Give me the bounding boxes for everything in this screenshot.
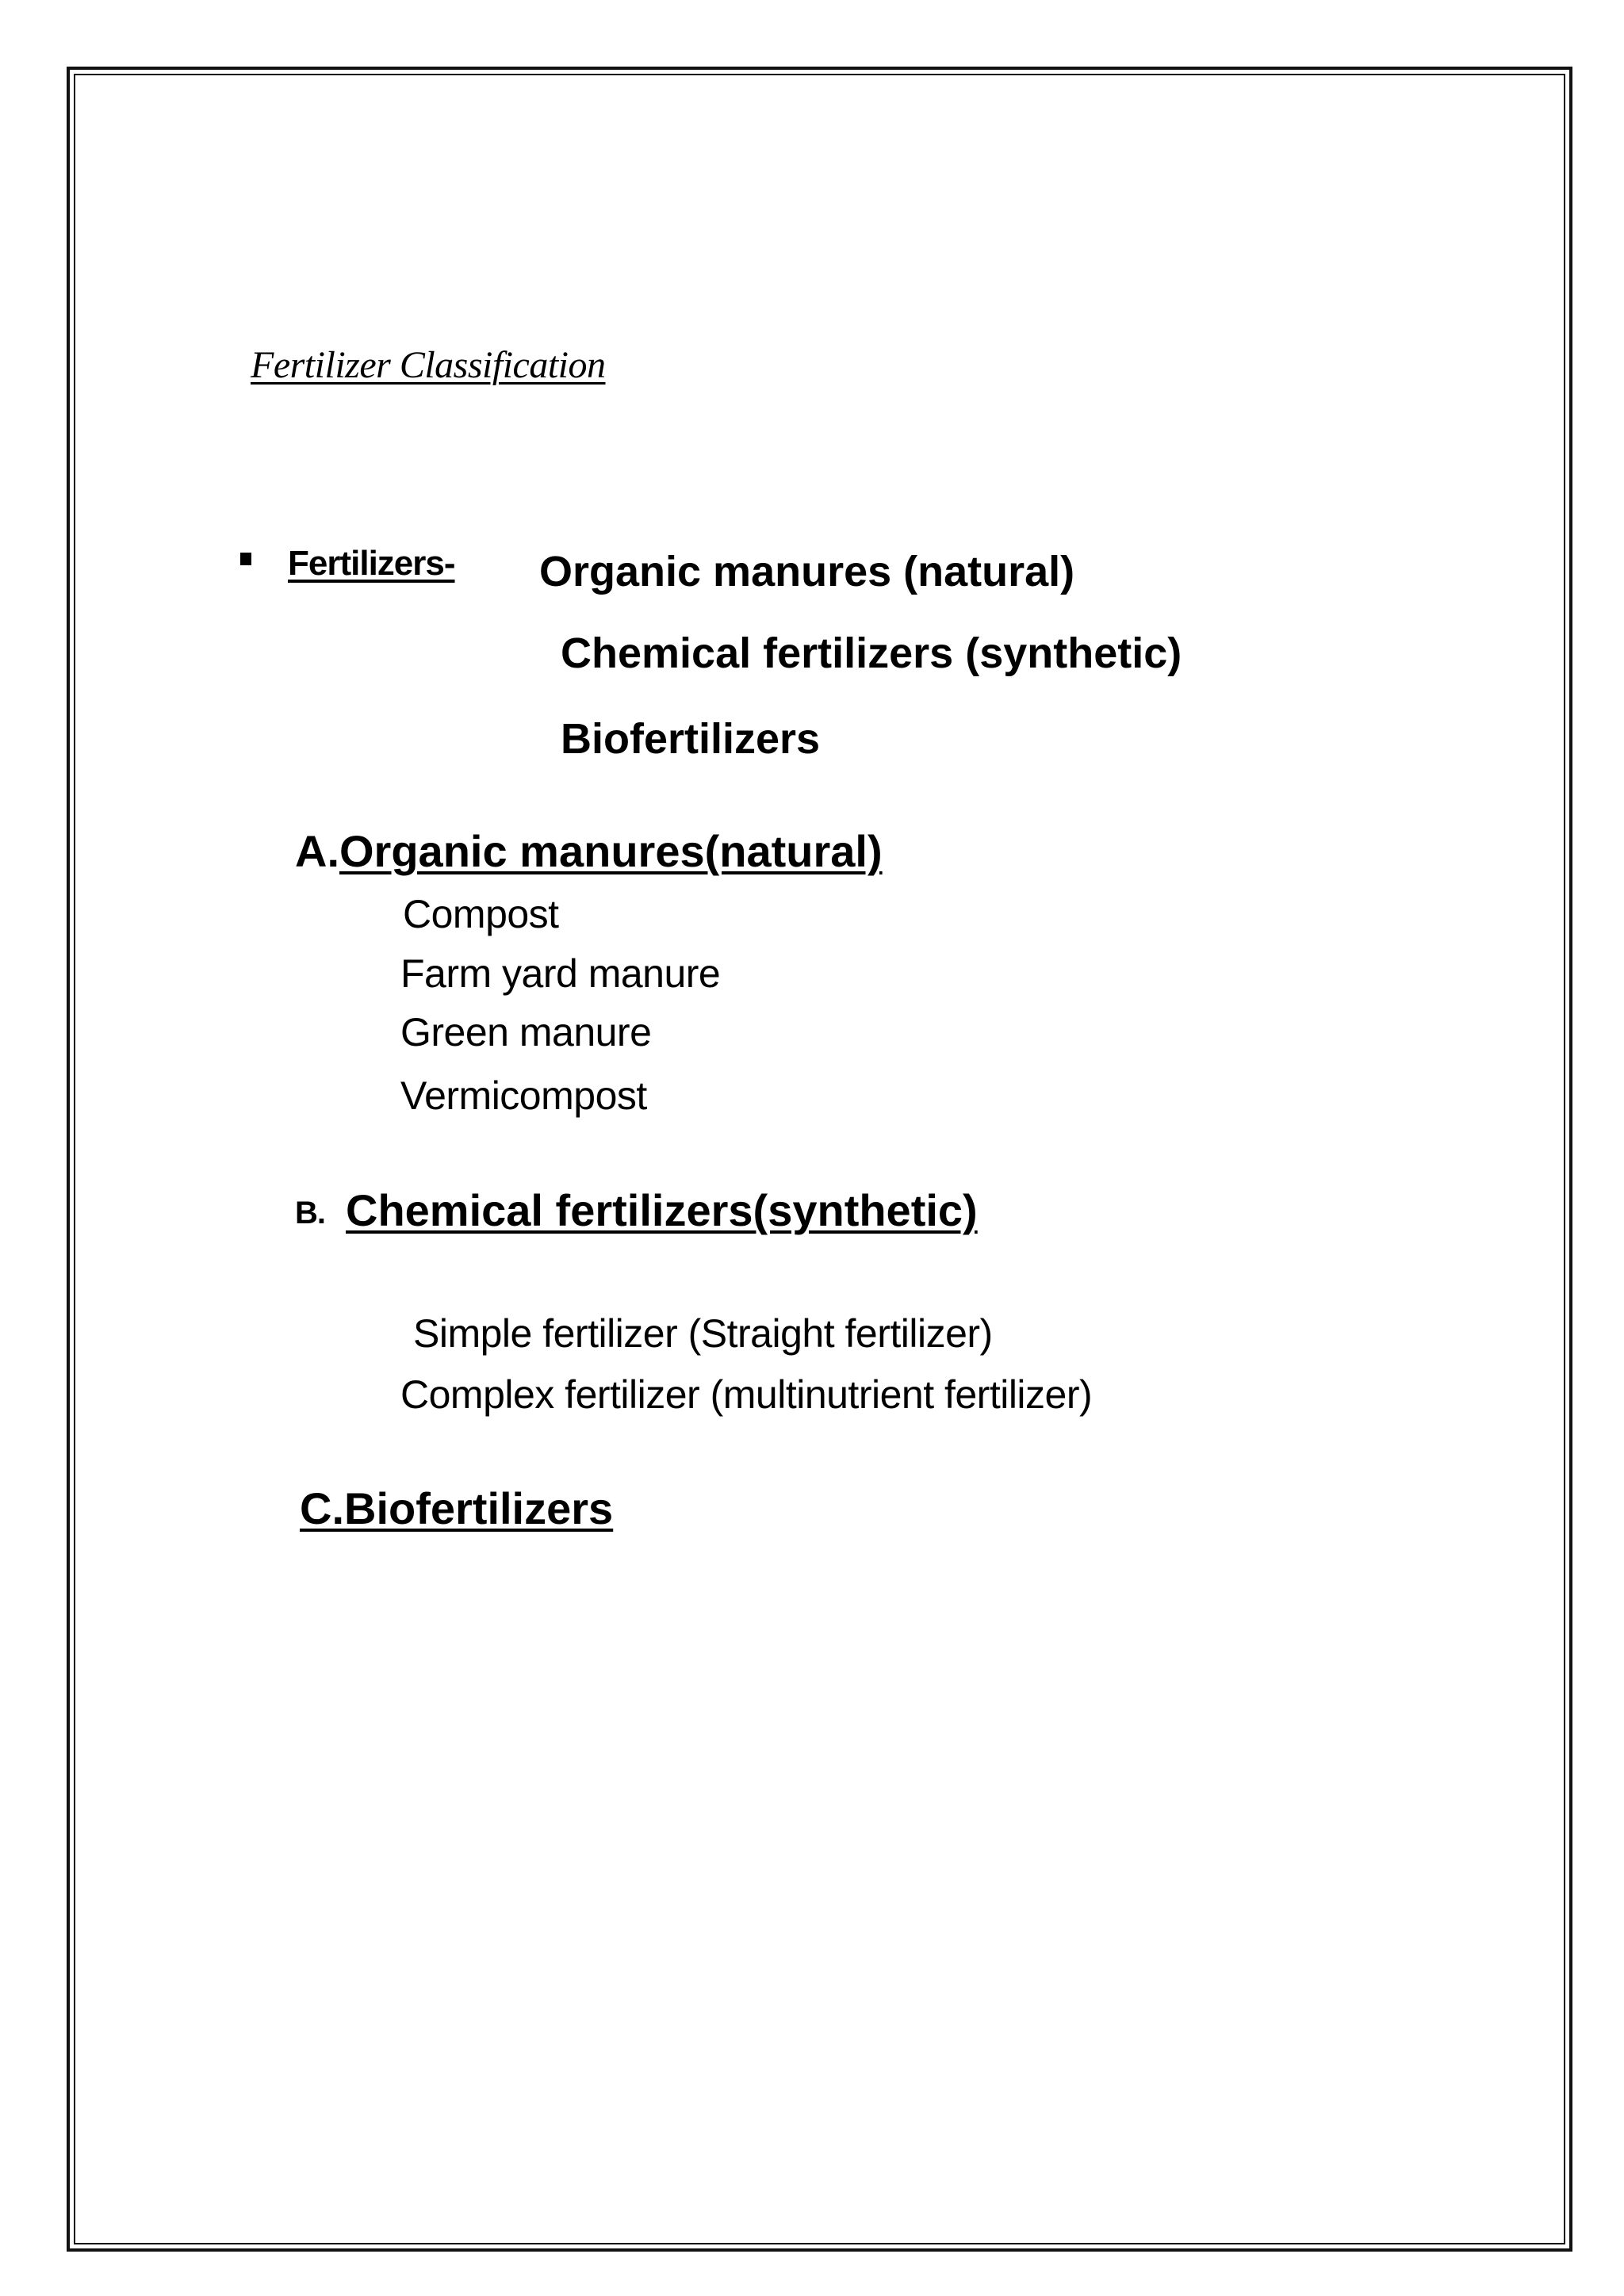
list-item: Farm yard manure: [400, 951, 721, 996]
list-item: Simple fertilizer (Straight fertilizer): [413, 1311, 993, 1356]
list-item: Complex fertilizer (multinutrient fertilizer): [400, 1372, 1093, 1417]
square-bullet-icon: [240, 553, 251, 565]
section-c-prefix: C.: [300, 1483, 344, 1533]
fertilizer-type-organic: Organic manures (natural): [539, 548, 1075, 595]
section-a-title: Organic manures(natural): [339, 826, 883, 876]
document-title: Fertilizer Classification: [251, 344, 606, 386]
section-c-title: Biofertilizers: [344, 1483, 614, 1533]
section-c-heading: [300, 1483, 614, 1533]
section-a-prefix: A.: [295, 826, 339, 876]
list-item: Vermicompost: [400, 1073, 647, 1118]
fertilizers-label: Fertilizers-: [288, 544, 455, 583]
page-border-inner: [74, 74, 1565, 2244]
fertilizer-type-bio: Biofertilizers: [561, 715, 821, 763]
list-item: Compost: [403, 892, 559, 936]
section-a-heading: [295, 826, 883, 876]
list-item: Green manure: [400, 1010, 652, 1054]
section-b-title: Chemical fertilizers(synthetic): [346, 1185, 978, 1235]
section-b-prefix: B.: [295, 1196, 325, 1230]
fertilizer-type-chemical: Chemical fertilizers (synthetic): [561, 629, 1182, 677]
